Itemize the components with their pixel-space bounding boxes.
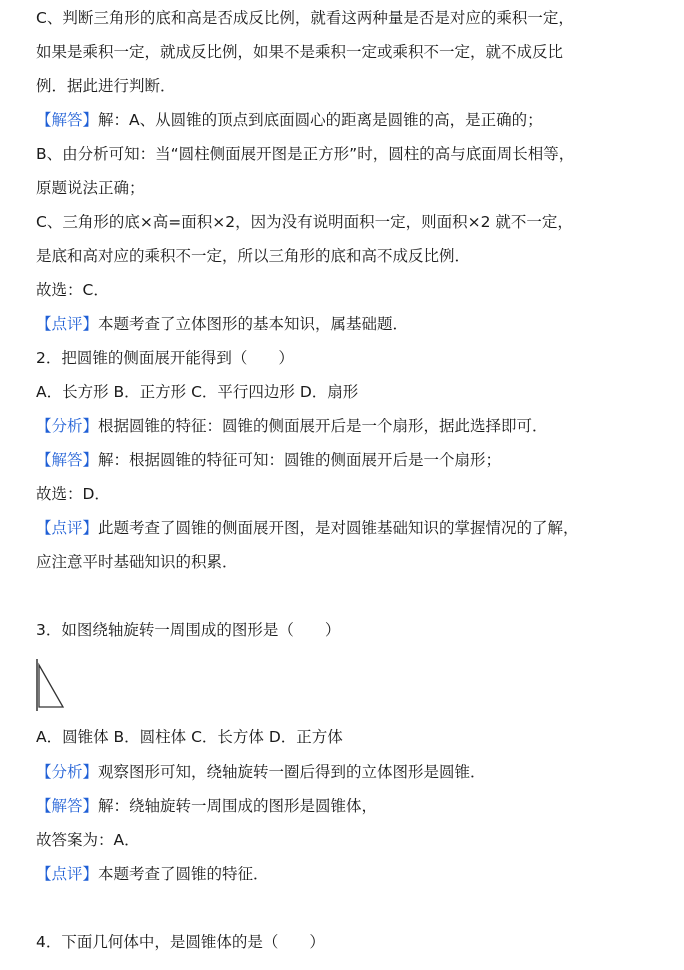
analysis-tag: 【分析】: [36, 417, 99, 435]
text-line: 如果是乘积一定，就成反比例，如果不是乘积一定或乘积不一定，就不成反比: [36, 43, 564, 61]
text-line: 是底和高对应的乘积不一定，所以三角形的底和高不成反比例．: [36, 247, 471, 265]
text-line: 例．据此进行判断．: [36, 77, 176, 95]
analysis-line: 【分析】观察图形可知，绕轴旋转一圈后得到的立体图形是圆锥．: [36, 763, 486, 781]
triangle-figure: [30, 655, 70, 715]
answer-tag: 【解答】: [36, 451, 99, 469]
text-line: B、由分析可知：当“圆柱侧面展开图是正方形”时，圆柱的高与底面周长相等，: [36, 145, 575, 163]
text-line: 应注意平时基础知识的积累．: [36, 553, 238, 571]
text-line: 原题说法正确；: [36, 179, 145, 197]
text-line: C、判断三角形的底和高是否成反比例，就看这两种量是否是对应的乘积一定，: [36, 9, 574, 27]
answer-line: 【解答】解：根据圆锥的特征可知：圆锥的侧面展开后是一个扇形；: [36, 451, 502, 469]
text-line: 故答案为：A．: [36, 831, 140, 849]
analysis-line: 【分析】根据圆锥的特征：圆锥的侧面展开后是一个扇形，据此选择即可．: [36, 417, 548, 435]
analysis-tag: 【分析】: [36, 763, 99, 781]
answer-line: 【解答】解：A、从圆锥的顶点到底面圆心的距离是圆锥的高，是正确的；: [36, 111, 543, 129]
text-line: C、三角形的底×高=面积×2，因为没有说明面积一定，则面积×2 就不一定，: [36, 213, 573, 231]
question-line: 3．如图绕轴旋转一周围成的图形是（ ）: [36, 621, 341, 639]
answer-line: 【解答】解：绕轴旋转一周围成的图形是圆锥体，: [36, 797, 378, 815]
options-line: A．长方形 B．正方形 C．平行四边形 D．扇形: [36, 383, 359, 401]
right-triangle: [39, 665, 63, 707]
options-line: A．圆锥体 B．圆柱体 C．长方体 D．正方体: [36, 728, 343, 746]
comment-tag: 【点评】: [36, 315, 99, 333]
answer-tag: 【解答】: [36, 111, 99, 129]
comment-line: 【点评】此题考查了圆锥的侧面展开图，是对圆锥基础知识的掌握情况的了解，: [36, 519, 579, 537]
comment-line: 【点评】本题考查了圆锥的特征．: [36, 865, 269, 883]
answer-tag: 【解答】: [36, 797, 99, 815]
question-line: 2．把圆锥的侧面展开能得到（ ）: [36, 349, 294, 367]
text-line: 故选：C．: [36, 281, 109, 299]
question-line: 4．下面几何体中，是圆锥体的是（ ）: [36, 933, 325, 951]
comment-tag: 【点评】: [36, 865, 99, 883]
text-line: 故选：D．: [36, 485, 110, 503]
comment-line: 【点评】本题考查了立体图形的基本知识，属基础题．: [36, 315, 409, 333]
comment-tag: 【点评】: [36, 519, 99, 537]
